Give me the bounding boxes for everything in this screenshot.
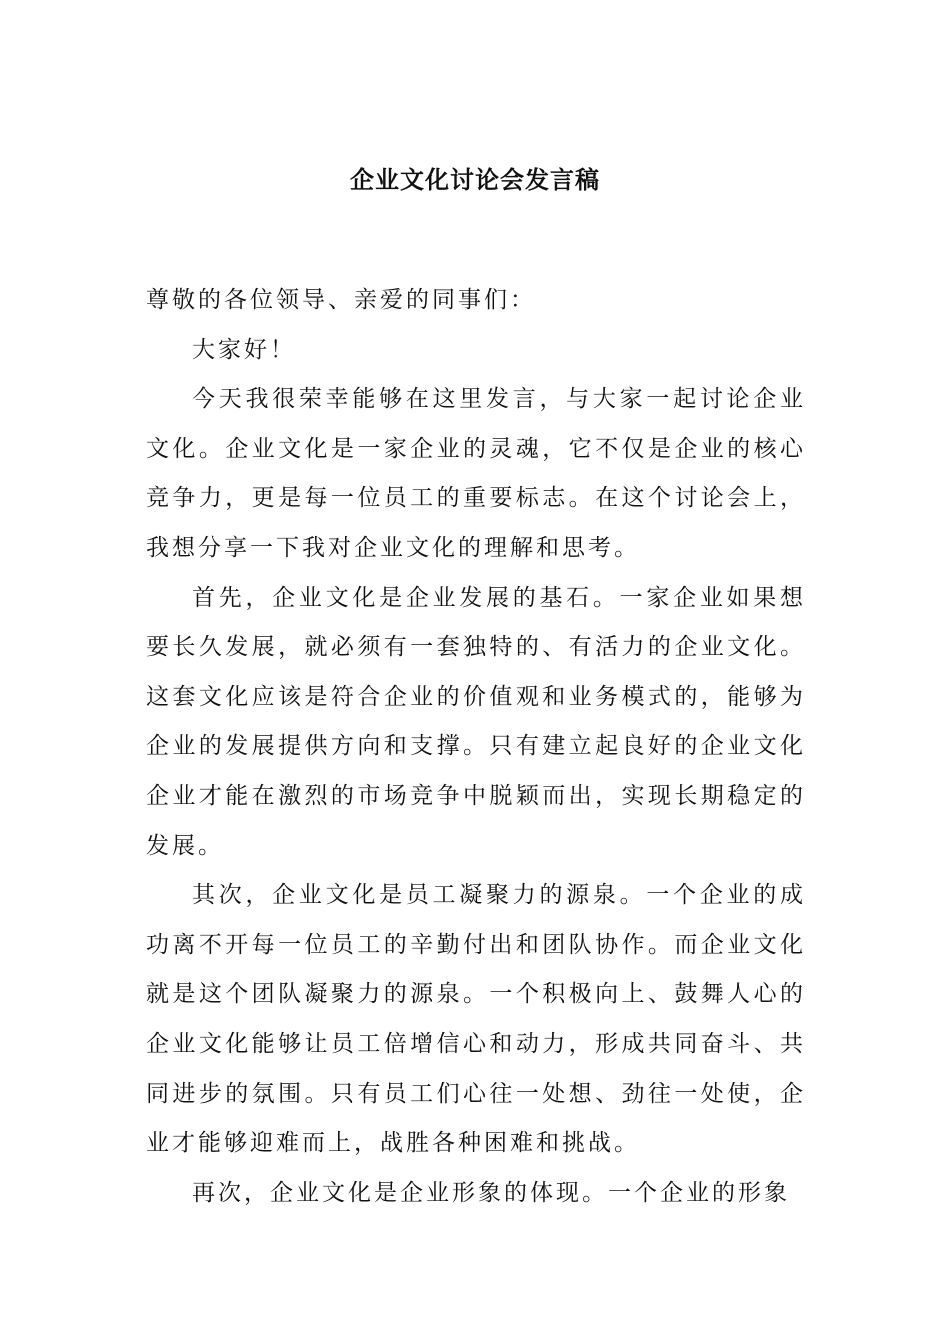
paragraph-third-point: 再次，企业文化是企业形象的体现。一个企业的形象 [192, 1179, 790, 1206]
paragraph-intro: 今天我很荣幸能够在这里发言，与大家一起讨论企业文化。企业文化是一家企业的灵魂，它不仅是企业的核心竞争力，更是每一位员工的重要标志。在这个讨论会上，我想分享一下我对企业文化的理解和思考。 [146, 386, 806, 561]
salutation: 尊敬的各位领导、亲爱的同事们： [146, 287, 536, 313]
paragraph-second-point: 其次，企业文化是员工凝聚力的源泉。一个企业的成功离不开每一位员工的辛勤付出和团队协作。而企业文化就是这个团队凝聚力的源泉。一个积极向上、鼓舞人心的企业文化能够让员工倍增信心和动力，形成共同奋斗、共同进步的氛围。只有员工们心往一处想、劲往一处使，企业才能够迎难而上，战胜各种困难和挑战。 [146, 882, 806, 1157]
paragraph-first-point: 首先，企业文化是企业发展的基石。一家企业如果想要长久发展，就必须有一套独特的、有活力的企业文化。这套文化应该是符合企业的价值观和业务模式的，能够为企业的发展提供方向和支撑。只有建立起良好的企业文化企业才能在激烈的市场竞争中脱颖而出，实现长期稳定的发展。 [146, 584, 806, 859]
paragraph-greeting: 大家好！ [192, 336, 296, 363]
document-body [146, 276, 806, 1218]
page-title: 企业文化讨论会发言稿 [350, 165, 600, 194]
